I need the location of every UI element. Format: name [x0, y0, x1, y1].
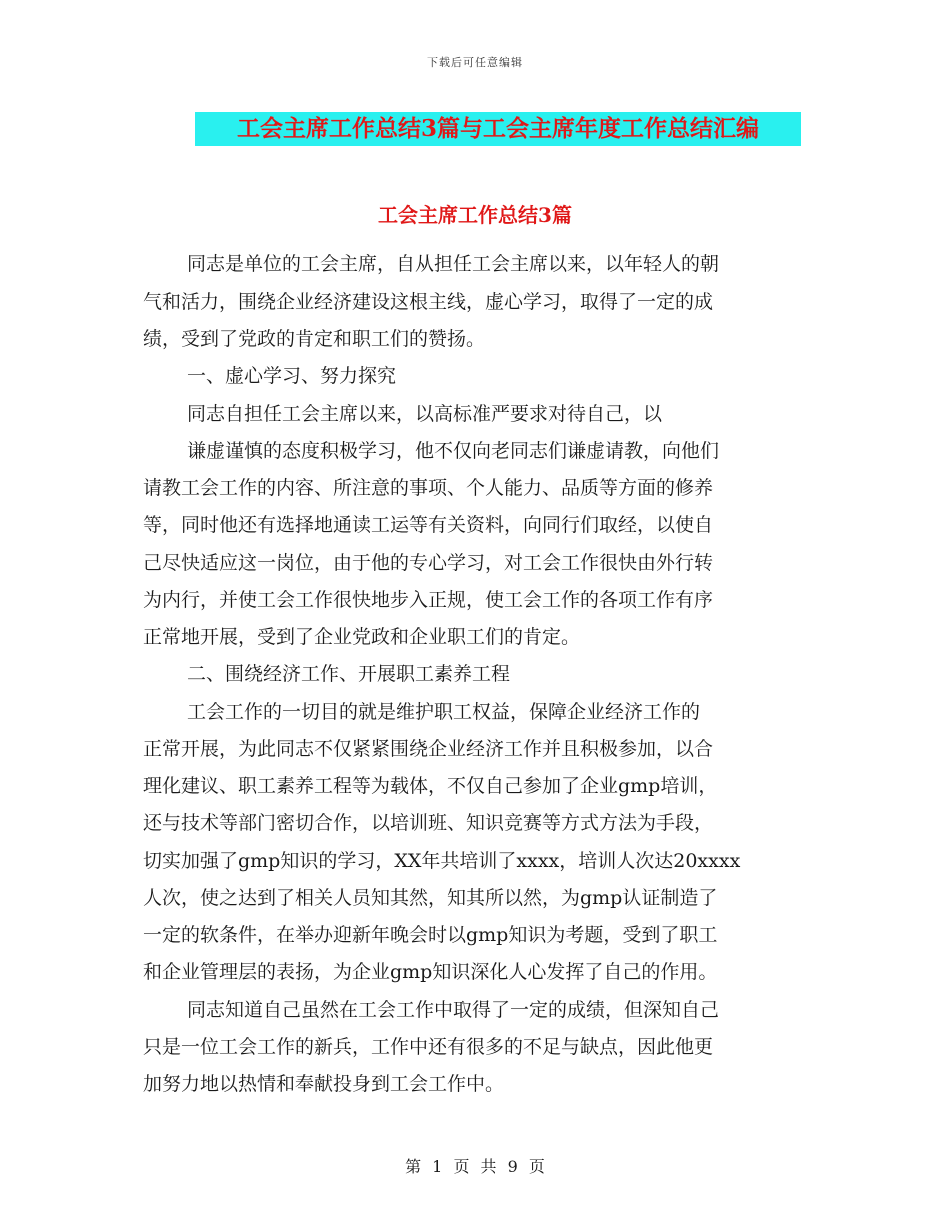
main-title-highlight	[195, 112, 801, 146]
paragraph-line: 切实加强了gmp知识的学习，XX年共培训了xxxx，培训人次达20xxxx	[143, 850, 741, 872]
section-heading: 一、虚心学习、努力探究	[187, 365, 397, 387]
paragraph-line: 同志是单位的工会主席，自从担任工会主席以来，以年轻人的朝	[187, 253, 720, 275]
paragraph-line: 同志自担任工会主席以来，以高标准严要求对待自己，以	[187, 403, 663, 425]
page-footer: 第 1 页 共 9 页	[405, 1157, 545, 1176]
paragraph-line: 谦虚谨慎的态度积极学习，他不仅向老同志们谦虚请教，向他们	[187, 440, 720, 462]
paragraph-line: 为内行，并使工会工作很快地步入正规，使工会工作的各项工作有序	[143, 589, 714, 611]
section-heading: 二、围绕经济工作、开展职工素养工程	[187, 663, 511, 685]
paragraph-line: 加努力地以热情和奉献投身到工会工作中。	[143, 1073, 505, 1095]
paragraph-line: 同志知道自己虽然在工会工作中取得了一定的成绩，但深知自己	[187, 999, 720, 1021]
paragraph-line: 只是一位工会工作的新兵，工作中还有很多的不足与缺点，因此他更	[143, 1036, 714, 1058]
section-title: 工会主席工作总结3篇	[378, 203, 572, 227]
page-header-note: 下载后可任意编辑	[427, 56, 523, 69]
paragraph-line: 绩，受到了党政的肯定和职工们的赞扬。	[143, 328, 486, 350]
paragraph-line: 理化建议、职工素养工程等为载体，不仅自己参加了企业gmp培训，	[143, 775, 718, 797]
document-title: 工会主席工作总结3篇与工会主席年度工作总结汇编	[236, 115, 759, 142]
paragraph-line: 正常开展，为此同志不仅紧紧围绕企业经济工作并且积极参加，以合	[143, 738, 714, 760]
paragraph-line: 还与技术等部门密切合作，以培训班、知识竞赛等方式方法为手段，	[143, 812, 714, 834]
paragraph-line: 气和活力，围绕企业经济建设这根主线，虚心学习，取得了一定的成	[143, 291, 714, 313]
paragraph-line: 等，同时他还有选择地通读工运等有关资料，向同行们取经，以使自	[143, 514, 714, 536]
paragraph-line: 工会工作的一切目的就是维护职工权益，保障企业经济工作的	[187, 701, 701, 723]
paragraph-line: 一定的软条件，在举办迎新年晚会时以gmp知识为考题，受到了职工	[143, 924, 718, 946]
paragraph-line: 正常地开展，受到了企业党政和企业职工们的肯定。	[143, 626, 581, 648]
paragraph-line: 和企业管理层的表扬，为企业gmp知识深化人心发挥了自己的作用。	[143, 961, 718, 983]
paragraph-line: 人次，使之达到了相关人员知其然，知其所以然，为gmp认证制造了	[143, 887, 718, 909]
paragraph-line: 请教工会工作的内容、所注意的事项、个人能力、品质等方面的修养	[143, 477, 714, 499]
paragraph-line: 己尽快适应这一岗位，由于他的专心学习，对工会工作很快由外行转	[143, 552, 714, 574]
